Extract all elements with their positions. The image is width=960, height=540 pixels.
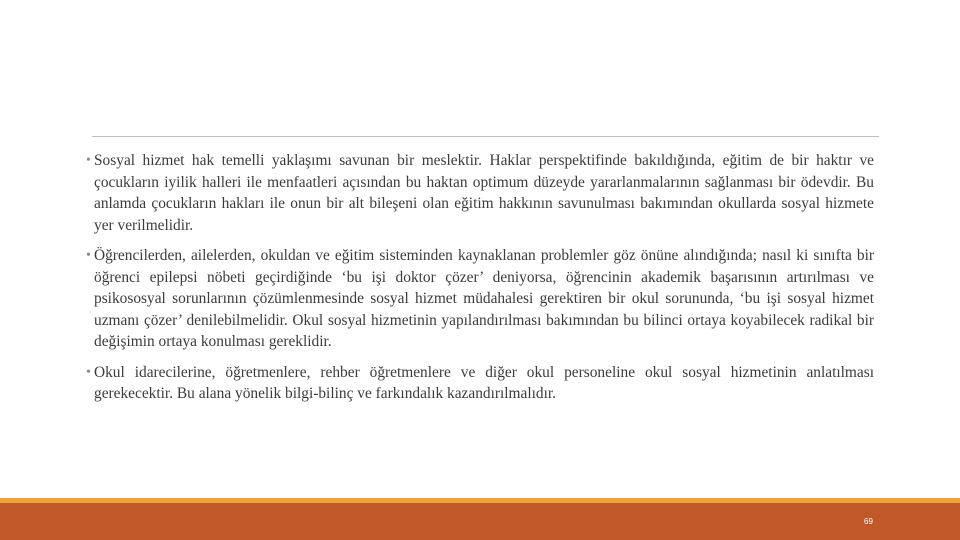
- bullet-icon: •: [86, 153, 91, 168]
- bullet-icon: •: [86, 364, 91, 380]
- bullet-list: [86, 150, 874, 414]
- bullet-item-1: [86, 150, 874, 236]
- footer-bar: [0, 503, 960, 540]
- page-number: 69: [864, 517, 873, 526]
- bullet-item-2: [86, 245, 874, 353]
- bullet-text: Okul idarecilerine, öğretmenlere, rehber öğretmenlere ve diğer okul personeline okul sosyal hizmetinin anlatılması gerekecektir. Bu alana yönelik bilgi-bilinç ve farkındalık kazandırılmalıdır.: [94, 363, 874, 402]
- bullet-item-3: [86, 362, 874, 405]
- bullet-icon: •: [86, 248, 91, 263]
- divider-line: [92, 136, 879, 137]
- bullet-text: Öğrencilerden, ailelerden, okuldan ve eğitim sisteminden kaynaklanan problemler göz önüne alındığında; nasıl ki sınıfta bir öğrenci epilepsi nöbeti geçirdiğinde ‘bu işi doktor çözer’ deniyorsa, öğrencinin akademik başarısının artırılması ve psikososyal sorunlarının çözümlenmesinde sosyal hizmet müdahalesi gerektiren bir okul sorununda, ‘bu işi sosyal hizmet uzmanı çözer’ denilebilmelidir. Okul sosyal hizmetinin yapılandırılması bakımından bu bilinci ortaya koyabilecek radikal bir değişimin ortaya konulması gereklidir.: [94, 247, 874, 350]
- bullet-text: Sosyal hizmet hak temelli yaklaşımı savunan bir meslektir. Haklar perspektifinde bakıldığında, eğitim de bir haktır ve çocukların iyilik halleri ile menfaatleri açısından bu haktan optimum düzeyde yararlanmalarının sağlanması bir ödevdir. Bu anlamda çocukların hakları ile onun bir alt bileşeni olan eğitim hakkının savunulması bakımından okullarda sosyal hizmete yer verilmelidir.: [94, 152, 874, 234]
